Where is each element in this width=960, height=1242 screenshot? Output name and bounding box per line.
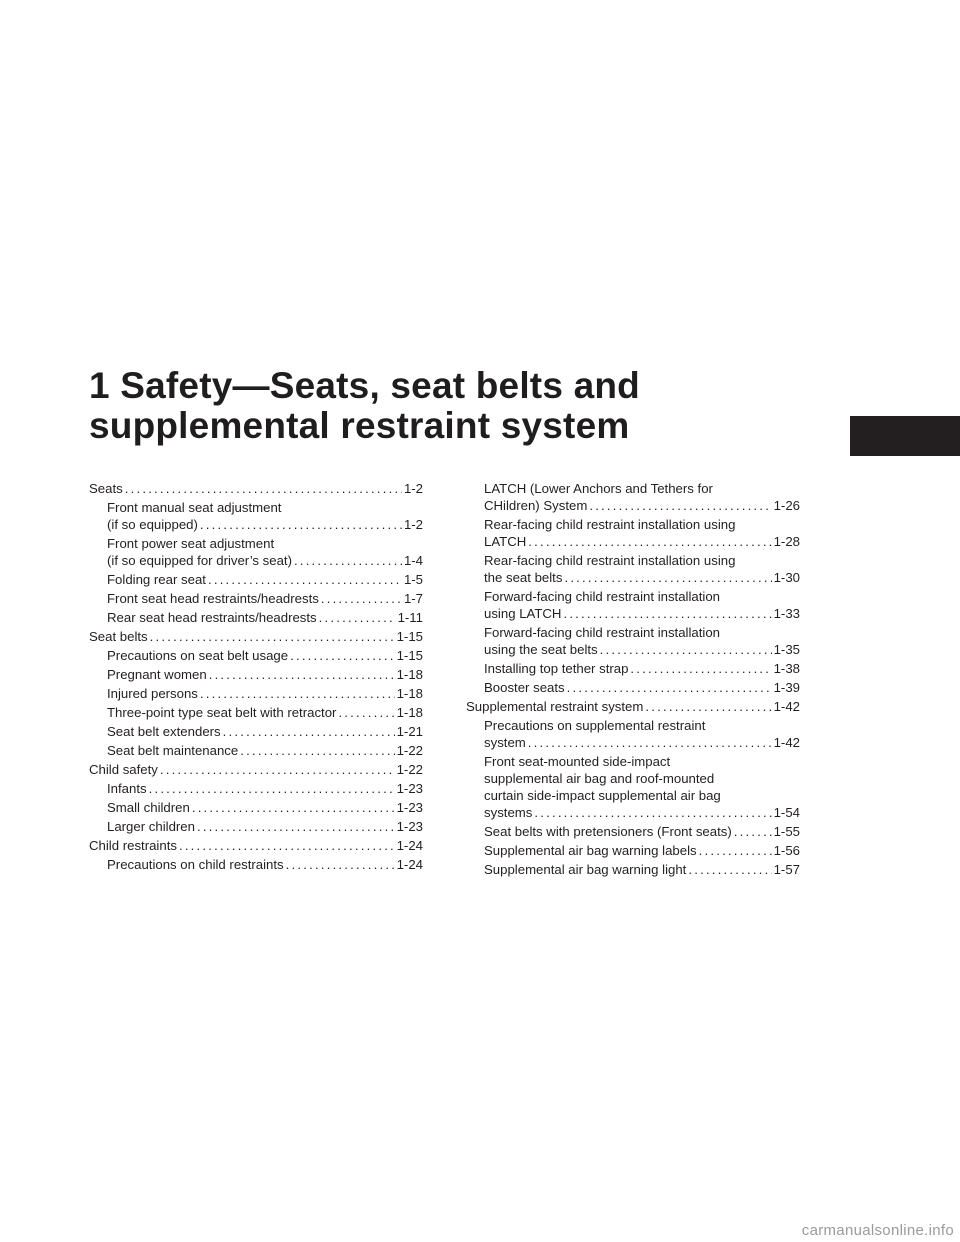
toc-entry[interactable] [466,516,800,550]
toc-entry-title: (if so equipped for driver’s seat) [107,553,292,568]
toc-entry[interactable] [89,761,423,778]
dot-leader [160,761,395,778]
toc-page-number: 1-22 [396,743,423,758]
toc-entry-title-line: curtain side-impact supplemental air bag [484,788,721,803]
toc-entry[interactable] [466,717,800,751]
toc-page-number: 1-18 [396,667,423,682]
toc-entry[interactable] [89,856,423,873]
toc-page-number: 1-28 [773,534,800,549]
toc-entry-title: (if so equipped) [107,517,198,532]
dot-leader [734,823,772,840]
toc-entry-title-line: Rear-facing child restraint installation using [484,517,736,532]
toc-entry[interactable] [89,799,423,816]
toc-entry-title-line: Forward-facing child restraint installation [484,589,721,604]
dot-leader [528,734,772,751]
toc-entry-title: Pregnant women [107,667,207,682]
toc-right-column [466,480,800,880]
toc-entry-title: Seat belt maintenance [107,743,239,758]
toc-entry[interactable] [466,480,800,514]
toc-entry[interactable] [89,480,423,497]
toc-entry-title: Child restraints [89,838,177,853]
toc-entry[interactable] [89,628,423,645]
toc-page-number: 1-39 [773,680,800,695]
toc-entry[interactable] [89,647,423,664]
toc-page-number: 1-33 [773,606,800,621]
toc-page-number: 1-2 [403,517,423,532]
dot-leader [125,480,402,497]
watermark: carmanualsonline.info [801,1222,954,1239]
toc-entry-title: Three-point type seat belt with retractor [107,705,337,720]
toc-entry[interactable] [89,666,423,683]
toc-entry[interactable] [89,571,423,588]
toc-page-number: 1-23 [396,800,423,815]
toc-entry[interactable] [466,552,800,586]
dot-leader [630,660,771,677]
toc-entry-title: Supplemental restraint system [466,699,644,714]
dot-leader [290,647,395,664]
toc-entry-title: Larger children [107,819,195,834]
toc-page-number: 1-24 [396,838,423,853]
toc-page-number: 1-23 [396,781,423,796]
dot-leader [564,569,771,586]
toc-page-number: 1-15 [396,648,423,663]
toc-entry[interactable] [89,590,423,607]
toc-entry-title: Front seat head restraints/headrests [107,591,319,606]
toc-entry-title: system [484,735,526,750]
toc-page-number: 1-55 [773,824,800,839]
dot-leader [688,861,771,878]
dot-leader [528,533,771,550]
toc-entry[interactable] [466,842,800,859]
toc-entry-title: Folding rear seat [107,572,206,587]
toc-page-number: 1-18 [396,705,423,720]
toc-entry[interactable] [466,679,800,696]
dot-leader [149,780,395,797]
toc-entry[interactable] [89,685,423,702]
toc-entry-title: Seat belts [89,629,148,644]
dot-leader [567,679,772,696]
toc-entry-title: Precautions on child restraints [107,857,284,872]
toc-entry[interactable] [89,609,423,626]
toc-left-column [89,480,423,875]
toc-entry-title-line: Rear-facing child restraint installation using [484,553,736,568]
toc-page-number: 1-4 [403,553,423,568]
toc-entry-title: Precautions on seat belt usage [107,648,289,663]
toc-entry[interactable] [89,818,423,835]
toc-page-number: 1-24 [396,857,423,872]
toc-entry[interactable] [89,499,423,533]
dot-leader [200,516,402,533]
toc-entry-title: using LATCH [484,606,562,621]
toc-page-number: 1-56 [773,843,800,858]
toc-entry[interactable] [466,624,800,658]
dot-leader [319,609,396,626]
toc-entry-title-line: LATCH (Lower Anchors and Tethers for [484,481,713,496]
dot-leader [192,799,395,816]
dot-leader [197,818,395,835]
toc-entry[interactable] [466,660,800,677]
dot-leader [223,723,395,740]
toc-page-number: 1-11 [397,610,423,625]
toc-entry-title: Booster seats [484,680,565,695]
dot-leader [240,742,394,759]
dot-leader [563,605,771,622]
toc-page-number: 1-21 [396,724,423,739]
toc-entry-title: Seat belts with pretensioners (Front seats) [484,824,732,839]
toc-entry[interactable] [466,861,800,878]
dot-leader [589,497,771,514]
toc-page-number: 1-15 [396,629,423,644]
toc-entry-title: Supplemental air bag warning light [484,862,687,877]
toc-entry-title: Rear seat head restraints/headrests [107,610,317,625]
dot-leader [208,571,402,588]
dot-leader [150,628,395,645]
toc-page-number: 1-2 [403,481,423,496]
toc-entry-title-line: Front power seat adjustment [107,536,275,551]
toc-entry-title: CHildren) System [484,498,588,513]
toc-page-number: 1-7 [403,591,423,606]
toc-page-number: 1-22 [396,762,423,777]
toc-entry[interactable] [89,704,423,721]
dot-leader [699,842,772,859]
toc-entry-title: LATCH [484,534,527,549]
toc-page-number: 1-42 [773,699,800,714]
toc-page-number: 1-26 [773,498,800,513]
toc-entry-title: using the seat belts [484,642,598,657]
toc-entry-title: Supplemental air bag warning labels [484,843,697,858]
toc-entry-title: the seat belts [484,570,563,585]
toc-entry-title: systems [484,805,533,820]
dot-leader [286,856,395,873]
toc-entry-title-line: Forward-facing child restraint installation [484,625,721,640]
toc-entry[interactable] [466,823,800,840]
toc-page-number: 1-35 [773,642,800,657]
toc-entry-title-line: supplemental air bag and roof-mounted [484,771,715,786]
toc-page-number: 1-23 [396,819,423,834]
chapter-title-line-1: 1 Safety—Seats, seat belts and [89,365,640,406]
dot-leader [209,666,395,683]
toc-page-number: 1-54 [773,805,800,820]
toc-page-number: 1-57 [773,862,800,877]
dot-leader [600,641,772,658]
toc-entry-title: Seats [89,481,123,496]
toc-entry-title-line: Precautions on supplemental restraint [484,718,706,733]
toc-entry[interactable] [89,723,423,740]
dot-leader [534,804,771,821]
toc-entry[interactable] [89,837,423,854]
chapter-tab-marker [850,416,960,456]
dot-leader [200,685,395,702]
toc-entry[interactable] [89,535,423,569]
toc-page-number: 1-5 [403,572,423,587]
dot-leader [321,590,402,607]
toc-entry[interactable] [466,698,800,715]
toc-entry-title: Infants [107,781,147,796]
chapter-title [89,366,829,446]
toc-page-number: 1-30 [773,570,800,585]
dot-leader [338,704,394,721]
toc-entry-title-line: Front seat-mounted side-impact [484,754,671,769]
toc-entry-title: Installing top tether strap [484,661,629,676]
toc-entry-title: Small children [107,800,190,815]
toc-page-number: 1-18 [396,686,423,701]
toc-entry[interactable] [89,742,423,759]
toc-entry-title: Child safety [89,762,158,777]
toc-entry-title-line: Front manual seat adjustment [107,500,282,515]
toc-entry[interactable] [466,588,800,622]
toc-page-number: 1-38 [773,661,800,676]
toc-entry[interactable] [89,780,423,797]
chapter-title-line-2: supplemental restraint system [89,405,630,446]
toc-entry[interactable] [466,753,800,821]
dot-leader [179,837,395,854]
toc-page-number: 1-42 [773,735,800,750]
toc-entry-title: Seat belt extenders [107,724,221,739]
toc-entry-title: Injured persons [107,686,198,701]
dot-leader [645,698,771,715]
dot-leader [294,552,402,569]
